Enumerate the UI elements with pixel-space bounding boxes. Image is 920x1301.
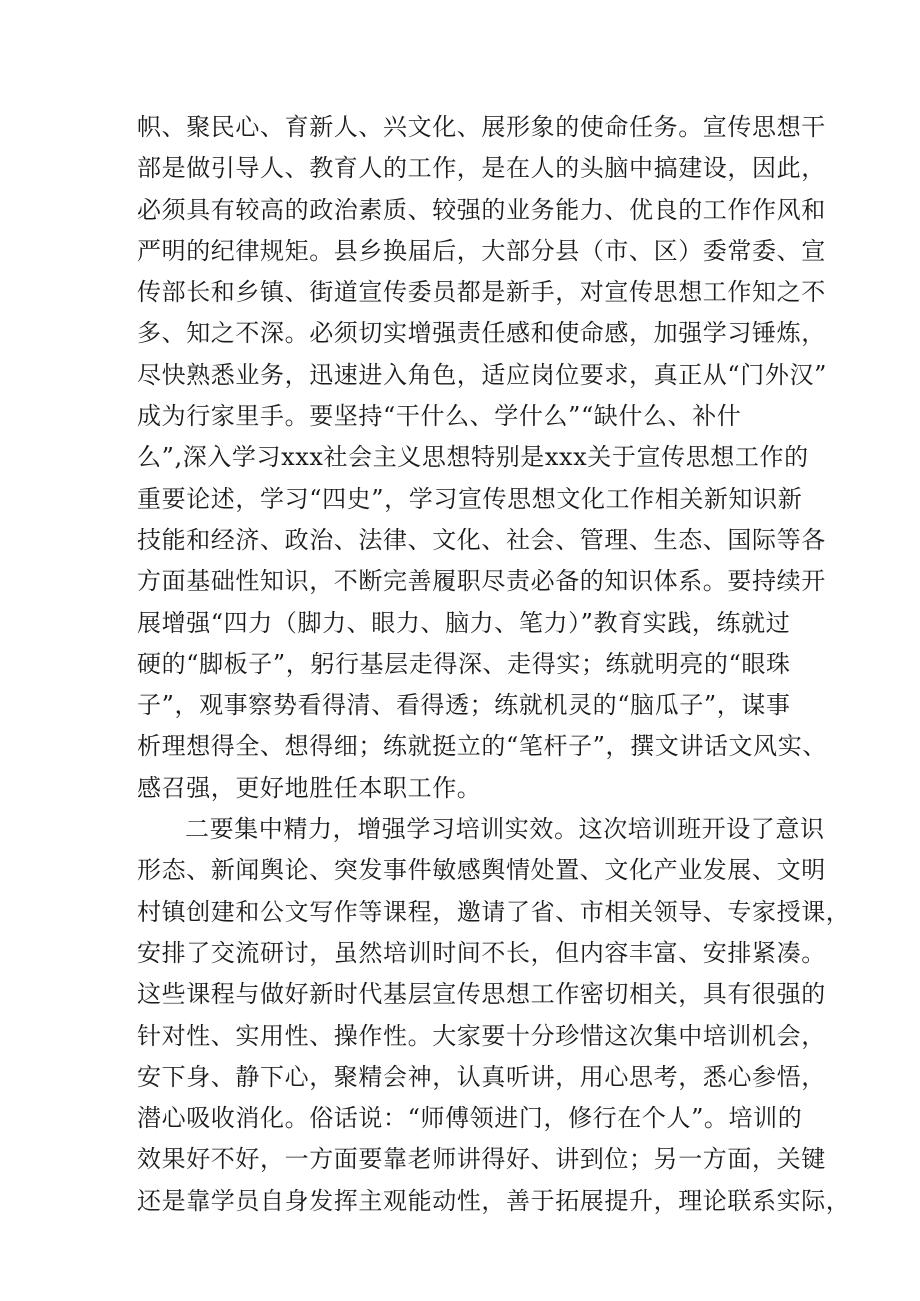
text-line: 感召强，更好地胜任本职工作。 <box>137 773 482 802</box>
text-line: 还是靠学员自身发挥主观能动性，善于拓展提升，理论联系实际， <box>137 1186 851 1215</box>
text-line: 潜心吸收消化。俗话说：“师傅领进门，修行在个人”。培训的 <box>137 1104 803 1133</box>
text-line: 析理想得全、想得细；练就挺立的“笔杆子”，撰文讲话文风实、 <box>137 732 827 761</box>
text-line: 村镇创建和公文写作等课程，邀请了省、市相关领导、专家授课， <box>137 897 851 926</box>
text-line: 传部长和乡镇、街道宣传委员都是新手，对宣传思想工作知之不 <box>137 278 826 307</box>
text-line: 安排了交流研讨，虽然培训时间不长，但内容丰富、安排紧凑。 <box>137 938 826 967</box>
text-line: 方面基础性知识，不断完善履职尽责必备的知识体系。要持续开 <box>137 567 826 596</box>
text-line: 这些课程与做好新时代基层宣传思想工作密切相关，具有很强的 <box>137 980 826 1009</box>
text-line: 多、知之不深。必须切实增强责任感和使命感，加强学习锤炼， <box>137 319 826 348</box>
text-line: 必须具有较高的政治素质、较强的业务能力、优良的工作作风和 <box>137 195 826 224</box>
document-body <box>137 107 851 1222</box>
paragraph-start-line: 二要集中精力，增强学习培训实效。这次培训班开设了意识 <box>185 815 825 844</box>
text-line: 硬的“脚板子”，躬行基层走得深、走得实；练就明亮的“眼珠 <box>137 649 791 678</box>
text-line: 效果好不好，一方面要靠老师讲得好、讲到位；另一方面，关键 <box>137 1145 826 1174</box>
text-line: 严明的纪律规矩。县乡换届后，大部分县（市、区）委常委、宣 <box>137 236 826 265</box>
text-line: 尽快熟悉业务，迅速进入角色，适应岗位要求，真正从“门外汉” <box>137 360 827 389</box>
text-line: 安下身、静下心，聚精会神，认真听讲，用心思考，悉心参悟， <box>137 1062 826 1091</box>
text-line: 重要论述，学习“四史”，学习宣传思想文化工作相关新知识新 <box>137 484 803 513</box>
text-line: 成为行家里手。要坚持“干什么、学什么”“缺什么、补什 <box>137 402 742 431</box>
text-line: 针对性、实用性、操作性。大家要十分珍惜这次集中培训机会， <box>137 1021 826 1050</box>
text-line: 帜、聚民心、育新人、兴文化、展形象的使命任务。宣传思想干 <box>137 113 826 141</box>
text-line: 么”,深入学习xxx社会主义思想特别是xxx关于宣传思想工作的 <box>137 443 809 472</box>
text-line: 子”，观事察势看得清、看得透；练就机灵的“脑瓜子”，谋事 <box>137 691 791 720</box>
text-line: 形态、新闻舆论、突发事件敏感舆情处置、文化产业发展、文明 <box>137 856 826 885</box>
text-line: 技能和经济、政治、法律、文化、社会、管理、生态、国际等各 <box>137 525 826 554</box>
text-line: 部是做引导人、教育人的工作，是在人的头脑中搞建设，因此， <box>137 154 826 183</box>
text-line: 展增强“四力（脚力、眼力、脑力、笔力）”教育实践，练就过 <box>137 608 791 637</box>
